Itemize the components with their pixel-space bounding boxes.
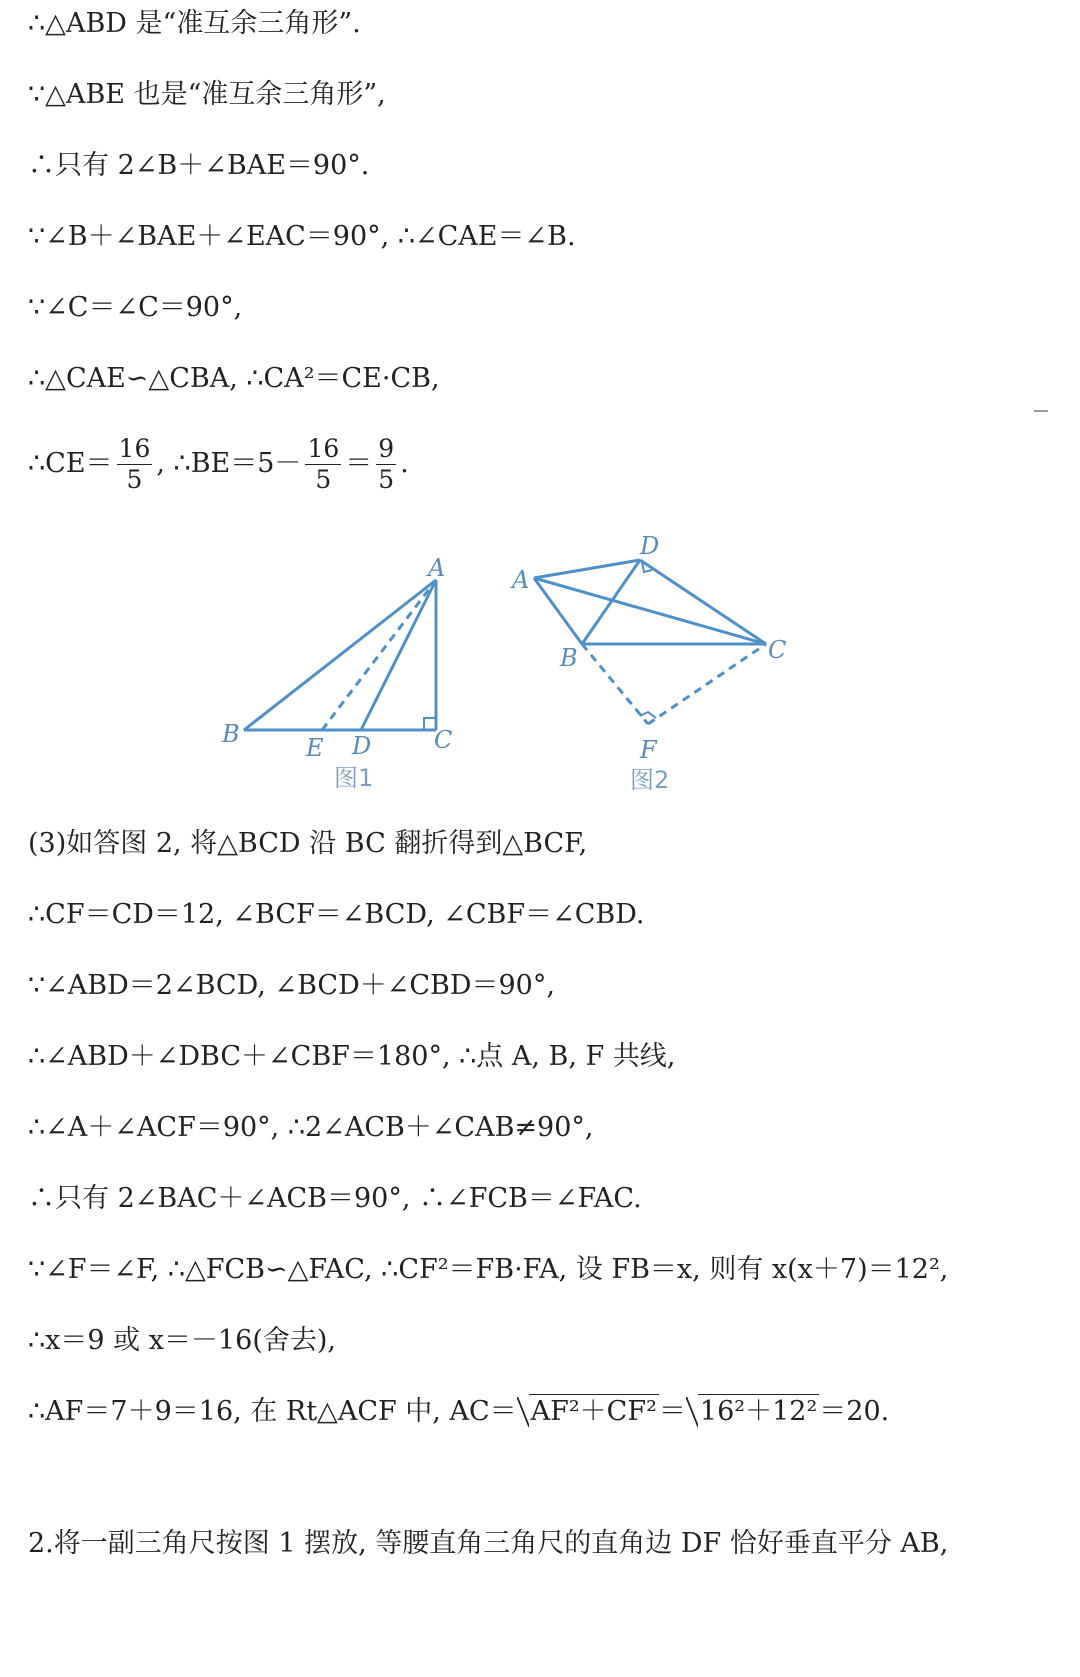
solution-line-14: ∴x＝9 或 x＝－16(舍去), [28,1325,336,1356]
af-line [28,1392,889,1432]
ce-text-3: ＝ [345,448,373,479]
label-d-fig1: D [352,732,372,760]
ce-text-2: , ∴BE＝5－ [156,448,302,479]
fraction-16-5 [117,434,153,495]
segment-ad [361,580,436,730]
geometry-figures [0,532,1080,848]
figure-1 [244,580,436,730]
ce-text-4: . [400,448,409,479]
fraction-denominator: 5 [378,465,395,494]
label-a-fig1: A [428,554,446,582]
solution-line-9: ∵∠ABD＝2∠BCD, ∠BCD＋∠CBD＝90°, [28,970,555,1001]
figure-2-caption: 图2 [630,766,670,794]
fraction-numerator: 16 [118,434,151,463]
segment-ab-fig2 [534,578,582,644]
segment-fc-dashed [648,644,766,724]
solution-line-10: ∴∠ABD＋∠DBC＋∠CBF＝180°, ∴点 A, B, F 共线, [28,1041,676,1072]
solution-line-13: ∵∠F＝∠F, ∴△FCB∽△FAC, ∴CF²＝FB·FA, 设 FB＝x, 则有 x(x＋7)＝12², [28,1254,949,1285]
solution-line-11: ∴∠A＋∠ACF＝90°, ∴2∠ACB＋∠CAB≠90°, [28,1112,594,1143]
solution-line-6: ∴△CAE∽△CBA, ∴CA²＝CE·CB, [28,363,440,394]
fraction-numerator: 16 [307,434,340,463]
fraction-numerator: 9 [378,434,395,463]
solution-line-2: ∵△ABE 也是“准互余三角形”, [28,79,386,110]
label-b-fig2: B [560,644,578,672]
ce-text-1: ∴CE＝ [28,448,113,479]
solution-line-8: ∴CF＝CD＝12, ∠BCF＝∠BCD, ∠CBF＝∠CBD. [28,899,645,930]
fraction-denominator: 5 [315,465,332,494]
label-d-fig2: D [640,532,660,560]
next-problem-line: 2.将一副三角尺按图 1 摆放, 等腰直角三角尺的直角边 DF 恰好垂直平分 AB, [28,1528,949,1559]
segment-bd-fig2 [582,560,640,644]
segment-ad-fig2 [534,560,640,578]
solution-line-12: ∴只有 2∠BAC＋∠ACB＝90°, ∴∠FCB＝∠FAC. [28,1183,642,1214]
solution-line-1: ∴△ABD 是“准互余三角形”. [28,8,361,39]
solution-line-7: (3)如答图 2, 将△BCD 沿 BC 翻折得到△BCF, [28,828,588,859]
af-text-3: ＝20. [819,1396,890,1427]
segment-dc-fig2 [640,560,766,644]
right-angle-mark-f [640,712,656,718]
figure-1-caption: 图1 [334,764,374,792]
solution-line-5: ∵∠C＝∠C＝90°, [28,292,243,323]
stray-dash-mark [1034,410,1048,412]
label-a-fig2: A [512,566,530,594]
solution-line-4: ∵∠B＋∠BAE＋∠EAC＝90°, ∴∠CAE＝∠B. [28,221,576,252]
label-b-fig1: B [222,720,240,748]
segment-ac-fig2 [534,578,766,644]
fraction-16-5-second [305,434,341,495]
solution-line-3: ∴只有 2∠B＋∠BAE＝90°. [28,150,370,181]
label-f-fig2: F [640,736,657,764]
af-text-2: ＝ [658,1396,686,1427]
fraction-denominator: 5 [126,465,143,494]
ce-line [28,432,409,496]
label-c-fig2: C [768,636,787,664]
sqrt-16-12: 16²＋12² [699,1396,818,1427]
label-e-fig1: E [306,734,324,762]
segment-bf-dashed [582,644,648,724]
figure-2 [534,560,766,724]
af-text-1: ∴AF＝7＋9＝16, 在 Rt△ACF 中, AC＝ [28,1396,517,1427]
fraction-9-5 [376,434,396,495]
sqrt-af-cf: AF²＋CF² [530,1396,657,1427]
label-c-fig1: C [434,726,453,754]
